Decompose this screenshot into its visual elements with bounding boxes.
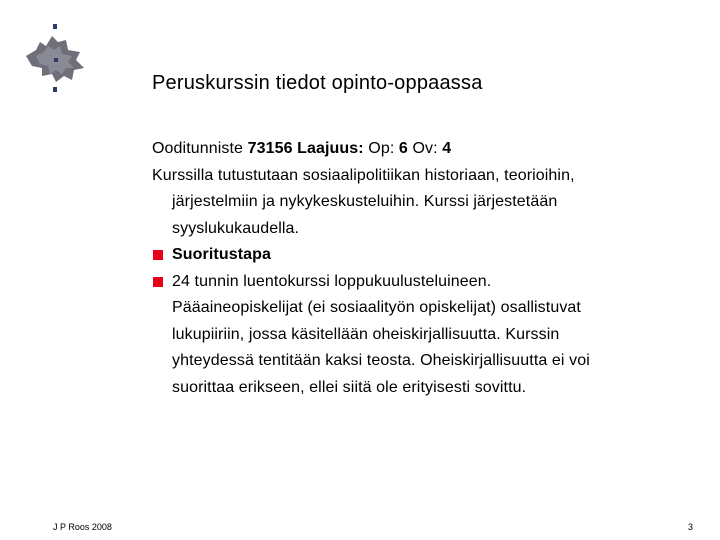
university-logo-icon bbox=[22, 22, 88, 96]
description-line: syyslukukaudella. bbox=[172, 219, 300, 237]
slide-title: Peruskurssin tiedot opinto-oppaassa bbox=[152, 72, 483, 94]
ov-label: Ov: bbox=[407, 140, 443, 157]
bullet-continuation-line: yhteydessä tentitään kaksi teosta. Oheiskirjallisuutta ei voi bbox=[172, 352, 590, 369]
bullet-continuation-line: suorittaa erikseen, ellei siitä ole erityisesti sovittu. bbox=[172, 378, 527, 396]
slide-body bbox=[152, 136, 692, 401]
ov-value: 4 bbox=[442, 140, 452, 157]
bullet-text: Suoritustapa bbox=[172, 246, 271, 263]
bullet-square-icon bbox=[153, 277, 163, 287]
bullet-square-icon bbox=[153, 250, 163, 260]
bullet-item-suoritustapa bbox=[152, 242, 692, 269]
op-value: 6 bbox=[398, 140, 408, 157]
description-line: järjestelmiin ja nykykeskusteluihin. Kurssi järjestetään bbox=[172, 193, 558, 210]
footer-author: J P Roos 2008 bbox=[53, 522, 112, 532]
op-label: Op: bbox=[363, 140, 399, 157]
description-line: Kurssilla tutustutaan sosiaalipolitiikan historiaan, teorioihin, bbox=[152, 166, 575, 184]
course-info-line bbox=[152, 136, 692, 163]
bullet-item-lecture bbox=[152, 269, 692, 296]
page-number: 3 bbox=[688, 522, 694, 532]
bullet-continuation-line: lukupiiriin, jossa käsitellään oheiskirjallisuutta. Kurssin bbox=[172, 325, 560, 343]
code-label: Ooditunniste bbox=[152, 140, 248, 157]
course-code: 73156 bbox=[247, 140, 293, 157]
bullet-continuation-line: Pääaineopiskelijat (ei sosiaalityön opiskelijat) osallistuvat bbox=[172, 299, 581, 316]
bullet-text: 24 tunnin luentokurssi loppukuulusteluineen. bbox=[172, 272, 492, 290]
laajuus-label: Laajuus: bbox=[292, 140, 364, 157]
